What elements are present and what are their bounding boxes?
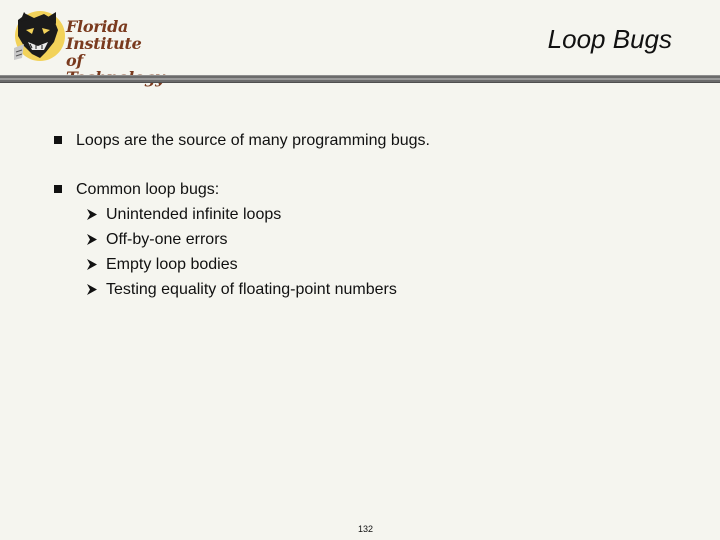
sub-bullet-text: Empty loop bodies — [106, 256, 238, 273]
institution-logo — [10, 8, 185, 68]
bullet-item — [54, 177, 694, 302]
square-bullet-icon — [54, 185, 62, 193]
panther-logo-icon — [10, 8, 68, 64]
logo-line-2: of — [66, 51, 83, 70]
square-bullet-icon — [54, 136, 62, 144]
arrow-bullet-icon — [86, 233, 98, 246]
sub-bullet-item — [86, 202, 694, 227]
bullet-text: Common loop bugs: — [76, 181, 220, 198]
bullet-item — [54, 128, 694, 153]
arrow-bullet-icon — [86, 208, 98, 221]
logo-line-1: Florida Institute — [66, 17, 142, 53]
slide-title: Loop Bugs — [547, 24, 672, 54]
sub-bullet-item — [86, 277, 694, 302]
arrow-bullet-icon — [86, 258, 98, 271]
bullet-text: Loops are the source of many programming bugs. — [76, 132, 430, 149]
bullet-list — [54, 128, 694, 326]
sub-bullet-item — [86, 252, 694, 277]
sub-bullet-item — [86, 227, 694, 252]
sub-bullet-text: Testing equality of floating-point numbers — [106, 281, 397, 298]
arrow-bullet-icon — [86, 283, 98, 296]
page-number: 132 — [358, 524, 374, 534]
title-divider — [0, 75, 720, 83]
sub-bullet-text: Unintended infinite loops — [106, 206, 282, 223]
sub-bullet-list — [76, 202, 694, 302]
sub-bullet-text: Off-by-one errors — [106, 231, 228, 248]
